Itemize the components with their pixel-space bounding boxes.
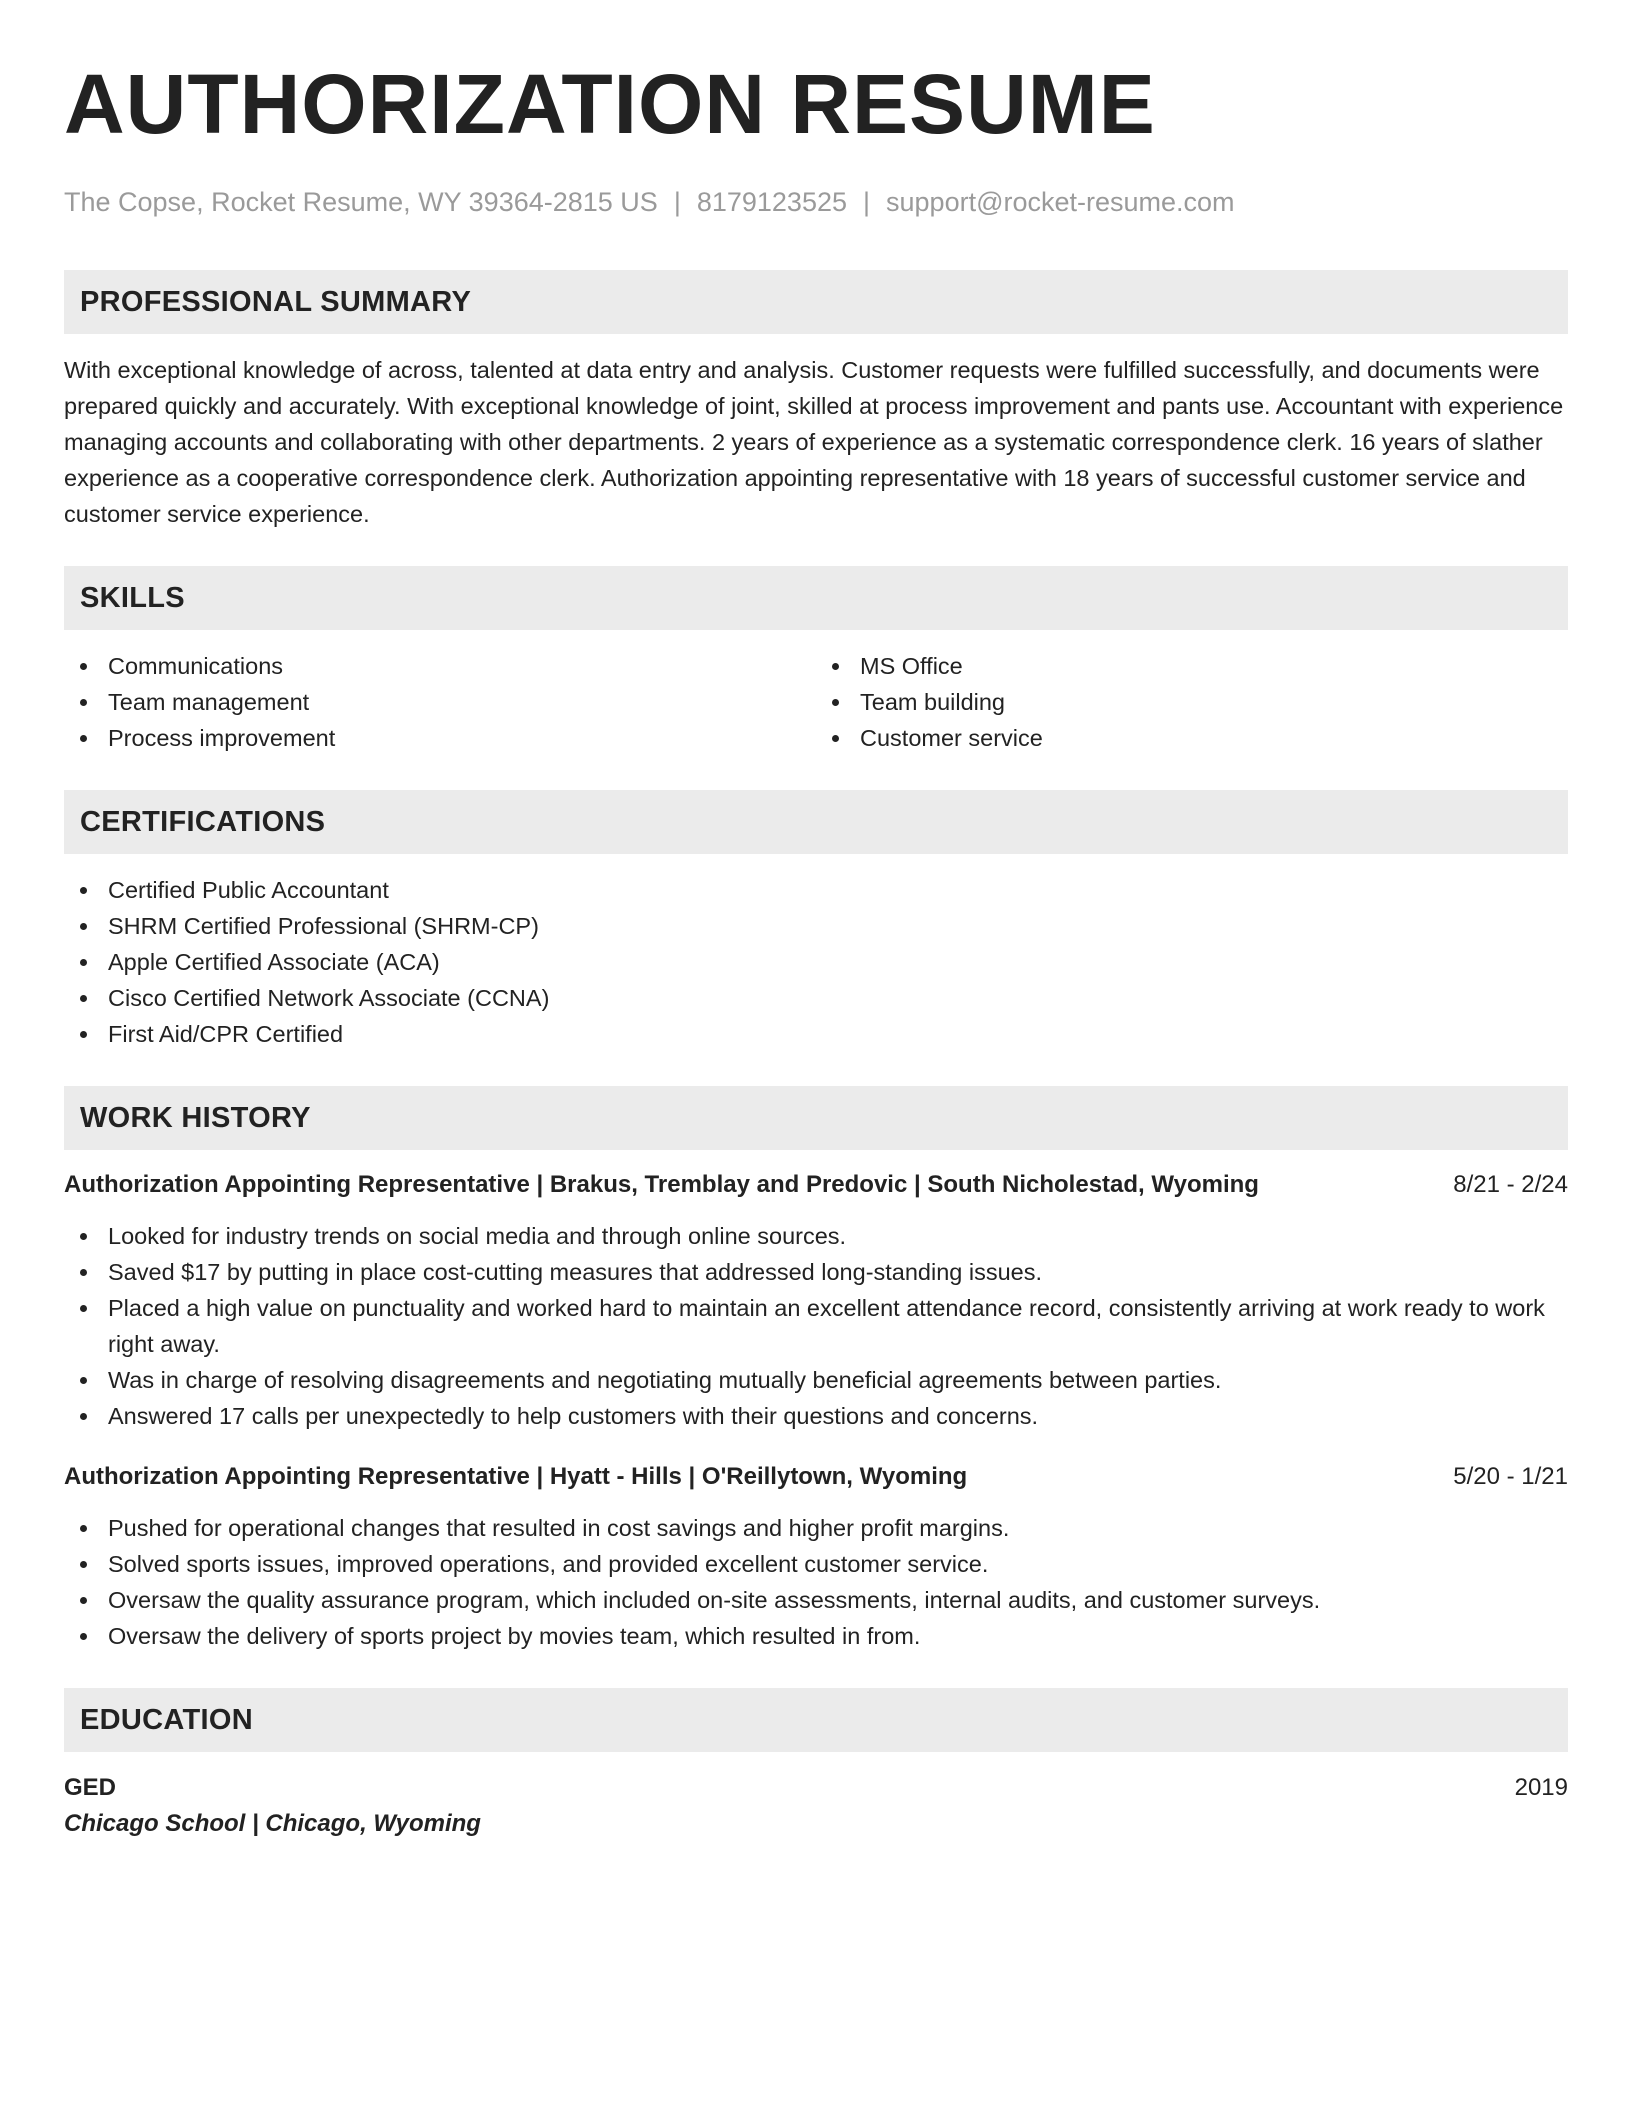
certification-item: SHRM Certified Professional (SHRM-CP): [64, 908, 1568, 944]
education-school: Chicago School | Chicago, Wyoming: [64, 1810, 481, 1837]
skill-item: Team management: [64, 684, 816, 720]
job-bullet: Saved $17 by putting in place cost-cutting measures that addressed long-standing issues.: [64, 1254, 1568, 1290]
job-entry: [64, 1460, 1568, 1654]
job-header: [64, 1168, 1568, 1202]
job-bullet: Oversaw the delivery of sports project by movies team, which resulted in from.: [64, 1618, 1568, 1654]
certification-item: Apple Certified Associate (ACA): [64, 944, 1568, 980]
certifications-list: [64, 872, 1568, 1052]
job-dates: 8/21 - 2/24: [1453, 1171, 1568, 1198]
skill-item: Communications: [64, 648, 816, 684]
skills-grid: [64, 630, 1568, 756]
education-degree: GED: [64, 1774, 117, 1801]
section-heading-summary: PROFESSIONAL SUMMARY: [64, 270, 1568, 334]
job-entry: [64, 1168, 1568, 1434]
professional-summary-section: [64, 270, 1568, 532]
education-year: 2019: [1514, 1774, 1568, 1801]
skill-item: Team building: [816, 684, 1568, 720]
contact-line: [64, 186, 1568, 218]
job-bullet: Answered 17 calls per unexpectedly to help customers with their questions and concerns.: [64, 1398, 1568, 1434]
job-bullets: [64, 1218, 1568, 1434]
job-dates: 5/20 - 1/21: [1453, 1463, 1568, 1490]
job-title: Authorization Appointing Representative | Hyatt - Hills | O'Reillytown, Wyoming: [64, 1463, 968, 1490]
certification-item: Certified Public Accountant: [64, 872, 1568, 908]
skills-list-right: [816, 648, 1568, 756]
skill-item: MS Office: [816, 648, 1568, 684]
skill-item: Customer service: [816, 720, 1568, 756]
summary-text: With exceptional knowledge of across, talented at data entry and analysis. Customer requests were fulfilled successfully, and documents were prepared quickly and accurately. With exceptional knowledge of joint, skilled at process improvement and pants use. Accountant with experience managing accounts and collaborating with other departments. 2 years of experience as a systematic correspondence clerk. 16 years of slather experience as a cooperative correspondence clerk. Authorization appointing representative with 18 years of successful customer service and customer service experience.: [64, 357, 1564, 527]
section-heading-work-history: WORK HISTORY: [64, 1086, 1568, 1150]
skills-section: [64, 566, 1568, 756]
contact-separator: |: [863, 187, 871, 217]
contact-separator: |: [673, 187, 681, 217]
job-bullet: Was in charge of resolving disagreements and negotiating mutually beneficial agreements between parties.: [64, 1362, 1568, 1398]
job-bullet: Solved sports issues, improved operations, and provided excellent customer service.: [64, 1546, 1568, 1582]
certifications-section: [64, 790, 1568, 1052]
job-bullet: Placed a high value on punctuality and worked hard to maintain an excellent attendance record, consistently arriving at work ready to work right away.: [64, 1290, 1568, 1362]
section-heading-education: EDUCATION: [64, 1688, 1568, 1752]
section-heading-skills: SKILLS: [64, 566, 1568, 630]
job-bullet: Oversaw the quality assurance program, which included on-site assessments, internal audits, and customer surveys.: [64, 1582, 1568, 1618]
job-bullet: Pushed for operational changes that resulted in cost savings and higher profit margins.: [64, 1510, 1568, 1546]
education-section: [64, 1688, 1568, 1842]
section-heading-certifications: CERTIFICATIONS: [64, 790, 1568, 854]
job-bullets: [64, 1510, 1568, 1654]
contact-address: The Copse, Rocket Resume, WY 39364-2815 US: [64, 187, 658, 217]
job-header: [64, 1460, 1568, 1494]
education-header: [64, 1770, 1568, 1806]
skills-list-left: [64, 648, 816, 756]
certification-item: First Aid/CPR Certified: [64, 1016, 1568, 1052]
job-bullet: Looked for industry trends on social media and through online sources.: [64, 1218, 1568, 1254]
contact-phone: 8179123525: [696, 187, 847, 217]
job-title: Authorization Appointing Representative | Brakus, Tremblay and Predovic | South Nicholestad, Wyoming: [64, 1171, 1259, 1198]
contact-email: support@rocket-resume.com: [886, 187, 1235, 217]
resume-name: AUTHORIZATION RESUME: [64, 57, 1156, 151]
work-history-section: [64, 1086, 1568, 1654]
certification-item: Cisco Certified Network Associate (CCNA): [64, 980, 1568, 1016]
skill-item: Process improvement: [64, 720, 816, 756]
